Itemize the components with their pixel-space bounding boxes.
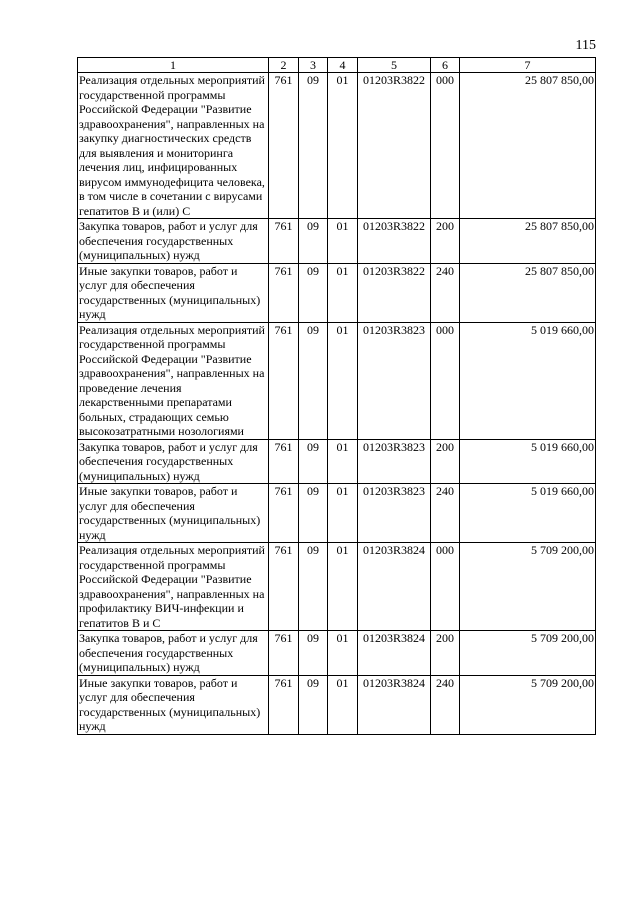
- table-row: [78, 263, 596, 322]
- code-expense-type: 000: [431, 543, 460, 631]
- item-name: Закупка товаров, работ и услуг для обеспечения государственных (муниципальных) нужд: [78, 219, 269, 264]
- budget-table: [77, 57, 596, 735]
- table-row: [78, 219, 596, 264]
- code-target-article: 01203R3823: [358, 322, 431, 439]
- code-ministry: 761: [269, 543, 299, 631]
- code-ministry: 761: [269, 484, 299, 543]
- code-ministry: 761: [269, 322, 299, 439]
- code-target-article: 01203R3824: [358, 543, 431, 631]
- code-section: 09: [299, 219, 328, 264]
- header-cell-4: 4: [328, 58, 358, 73]
- code-section: 09: [299, 322, 328, 439]
- header-cell-3: 3: [299, 58, 328, 73]
- item-name: Иные закупки товаров, работ и услуг для обеспечения государственных (муниципальных) нужд: [78, 675, 269, 734]
- code-ministry: 761: [269, 219, 299, 264]
- header-cell-1: 1: [78, 58, 269, 73]
- code-expense-type: 240: [431, 484, 460, 543]
- code-expense-type: 000: [431, 73, 460, 219]
- code-subsection: 01: [328, 675, 358, 734]
- code-subsection: 01: [328, 543, 358, 631]
- amount: 5 019 660,00: [460, 484, 596, 543]
- table-row: [78, 322, 596, 439]
- code-target-article: 01203R3824: [358, 631, 431, 676]
- item-name: Закупка товаров, работ и услуг для обеспечения государственных (муниципальных) нужд: [78, 631, 269, 676]
- code-ministry: 761: [269, 675, 299, 734]
- amount: 5 709 200,00: [460, 675, 596, 734]
- amount: 5 019 660,00: [460, 322, 596, 439]
- code-section: 09: [299, 439, 328, 484]
- code-target-article: 01203R3822: [358, 263, 431, 322]
- code-ministry: 761: [269, 631, 299, 676]
- code-ministry: 761: [269, 73, 299, 219]
- header-cell-2: 2: [269, 58, 299, 73]
- code-expense-type: 200: [431, 219, 460, 264]
- code-ministry: 761: [269, 263, 299, 322]
- code-target-article: 01203R3823: [358, 439, 431, 484]
- item-name: Реализация отдельных мероприятий государственной программы Российской Федерации "Развитие здравоохранения", направленных на проведение лечения лекарственными препаратами больных, страдающих семью высокозатратными нозологиями: [78, 322, 269, 439]
- code-expense-type: 200: [431, 439, 460, 484]
- amount: 5 019 660,00: [460, 439, 596, 484]
- amount: 25 807 850,00: [460, 219, 596, 264]
- code-subsection: 01: [328, 219, 358, 264]
- code-target-article: 01203R3822: [358, 73, 431, 219]
- page-number: 115: [575, 38, 596, 53]
- code-expense-type: 200: [431, 631, 460, 676]
- code-subsection: 01: [328, 631, 358, 676]
- code-expense-type: 240: [431, 263, 460, 322]
- code-subsection: 01: [328, 73, 358, 219]
- code-target-article: 01203R3824: [358, 675, 431, 734]
- code-section: 09: [299, 631, 328, 676]
- amount: 25 807 850,00: [460, 263, 596, 322]
- code-expense-type: 000: [431, 322, 460, 439]
- header-cell-7: 7: [460, 58, 596, 73]
- table-row: [78, 543, 596, 631]
- code-section: 09: [299, 484, 328, 543]
- code-subsection: 01: [328, 263, 358, 322]
- item-name: Реализация отдельных мероприятий государственной программы Российской Федерации "Развитие здравоохранения", направленных на профилактику ВИЧ-инфекции и гепатитов В и С: [78, 543, 269, 631]
- code-section: 09: [299, 263, 328, 322]
- header-cell-5: 5: [358, 58, 431, 73]
- code-subsection: 01: [328, 322, 358, 439]
- code-ministry: 761: [269, 439, 299, 484]
- amount: 5 709 200,00: [460, 543, 596, 631]
- amount: 25 807 850,00: [460, 73, 596, 219]
- code-expense-type: 240: [431, 675, 460, 734]
- table-row: [78, 631, 596, 676]
- code-subsection: 01: [328, 484, 358, 543]
- header-cell-6: 6: [431, 58, 460, 73]
- header-row: [78, 58, 596, 73]
- table-row: [78, 73, 596, 219]
- table-row: [78, 439, 596, 484]
- code-section: 09: [299, 675, 328, 734]
- table-row: [78, 484, 596, 543]
- item-name: Иные закупки товаров, работ и услуг для обеспечения государственных (муниципальных) нужд: [78, 484, 269, 543]
- code-section: 09: [299, 73, 328, 219]
- code-subsection: 01: [328, 439, 358, 484]
- amount: 5 709 200,00: [460, 631, 596, 676]
- table-row: [78, 675, 596, 734]
- item-name: Иные закупки товаров, работ и услуг для обеспечения государственных (муниципальных) нужд: [78, 263, 269, 322]
- code-target-article: 01203R3823: [358, 484, 431, 543]
- item-name: Реализация отдельных мероприятий государственной программы Российской Федерации "Развитие здравоохранения", направленных на закупку диагностических средств для выявления и мониторинга лечения лиц, инфицированных вирусом иммунодефицита человека, в том числе в сочетании с вирусами гепатитов В и (или) С: [78, 73, 269, 219]
- code-section: 09: [299, 543, 328, 631]
- item-name: Закупка товаров, работ и услуг для обеспечения государственных (муниципальных) нужд: [78, 439, 269, 484]
- code-target-article: 01203R3822: [358, 219, 431, 264]
